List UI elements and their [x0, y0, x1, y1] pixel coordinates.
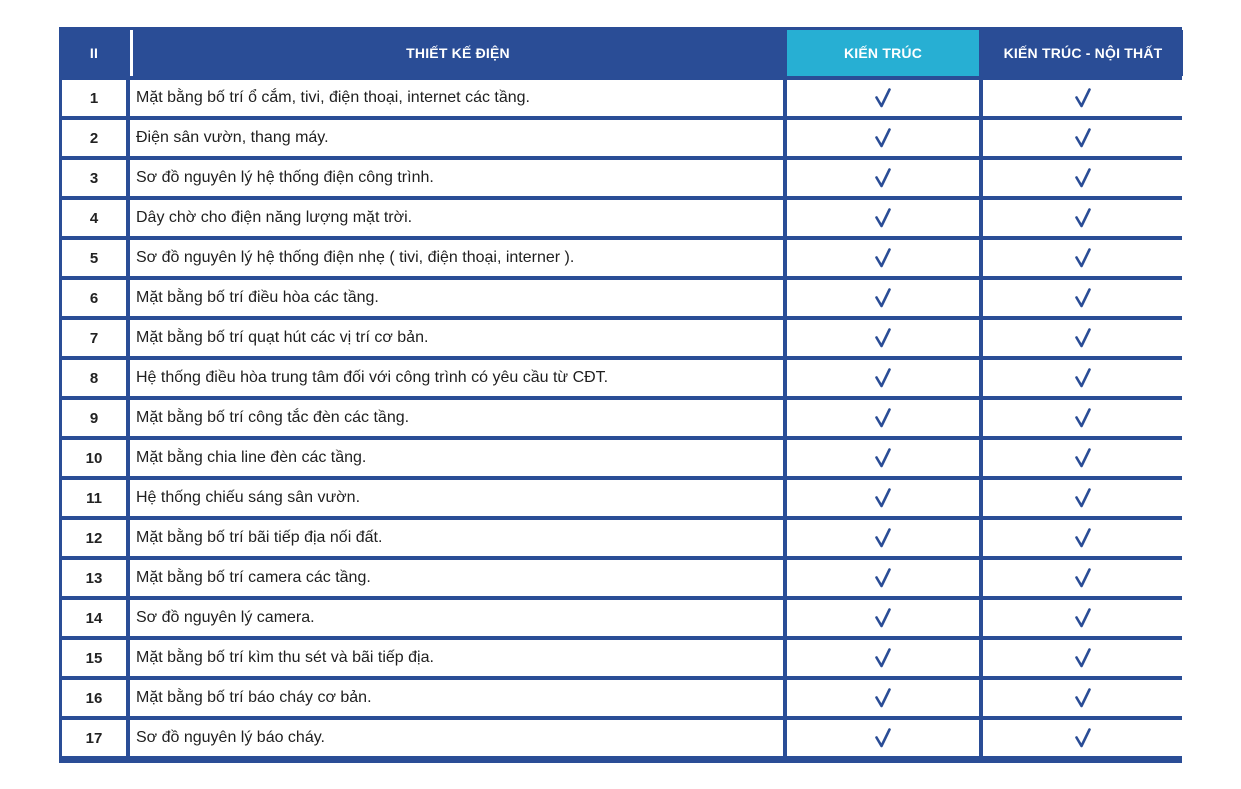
header-architecture-interior: KIẾN TRÚC - NỘI THẤT	[983, 30, 1183, 76]
architecture-check-cell	[787, 480, 979, 516]
checkmark-icon	[875, 128, 891, 148]
checkmark-icon	[875, 528, 891, 548]
architecture-check-cell	[787, 200, 979, 236]
interior-check-cell	[983, 520, 1183, 556]
interior-check-cell	[983, 480, 1183, 516]
interior-check-cell	[983, 80, 1183, 116]
architecture-check-cell	[787, 680, 979, 716]
interior-check-cell	[983, 600, 1183, 636]
row-number: 14	[62, 600, 126, 636]
row-description: Mặt bằng bố trí công tắc đèn các tầng.	[130, 400, 783, 436]
row-number: 6	[62, 280, 126, 316]
row-description: Sơ đồ nguyên lý camera.	[130, 600, 783, 636]
header-architecture: KIẾN TRÚC	[787, 30, 979, 76]
row-number: 8	[62, 360, 126, 396]
row-description: Hệ thống chiếu sáng sân vườn.	[130, 480, 783, 516]
checkmark-icon	[875, 288, 891, 308]
row-description: Dây chờ cho điện năng lượng mặt trời.	[130, 200, 783, 236]
row-number: 9	[62, 400, 126, 436]
checkmark-icon	[875, 648, 891, 668]
architecture-check-cell	[787, 280, 979, 316]
checkmark-icon	[1075, 448, 1091, 468]
checkmark-icon	[1075, 728, 1091, 748]
checkmark-icon	[875, 488, 891, 508]
checkmark-icon	[875, 248, 891, 268]
interior-check-cell	[983, 720, 1183, 756]
checkmark-icon	[1075, 328, 1091, 348]
checkmark-icon	[1075, 568, 1091, 588]
checkmark-icon	[1075, 368, 1091, 388]
row-number: 7	[62, 320, 126, 356]
architecture-check-cell	[787, 160, 979, 196]
checkmark-icon	[1075, 88, 1091, 108]
row-number: 3	[62, 160, 126, 196]
checkmark-icon	[875, 448, 891, 468]
interior-check-cell	[983, 560, 1183, 596]
row-number: 4	[62, 200, 126, 236]
interior-check-cell	[983, 400, 1183, 436]
checkmark-icon	[875, 688, 891, 708]
interior-check-cell	[983, 320, 1183, 356]
architecture-check-cell	[787, 520, 979, 556]
row-number: 16	[62, 680, 126, 716]
checkmark-icon	[1075, 168, 1091, 188]
checkmark-icon	[1075, 608, 1091, 628]
row-description: Mặt bằng chia line đèn các tầng.	[130, 440, 783, 476]
checkmark-icon	[875, 568, 891, 588]
row-number: 15	[62, 640, 126, 676]
architecture-check-cell	[787, 640, 979, 676]
checkmark-icon	[1075, 248, 1091, 268]
architecture-check-cell	[787, 240, 979, 276]
interior-check-cell	[983, 120, 1183, 156]
interior-check-cell	[983, 640, 1183, 676]
checkmark-icon	[875, 728, 891, 748]
checkmark-icon	[1075, 528, 1091, 548]
row-description: Mặt bằng bố trí báo cháy cơ bản.	[130, 680, 783, 716]
interior-check-cell	[983, 360, 1183, 396]
row-description: Điện sân vườn, thang máy.	[130, 120, 783, 156]
interior-check-cell	[983, 440, 1183, 476]
checkmark-icon	[1075, 648, 1091, 668]
row-description: Sơ đồ nguyên lý hệ thống điện nhẹ ( tivi, điện thoại, interner ).	[130, 240, 783, 276]
architecture-check-cell	[787, 120, 979, 156]
row-description: Sơ đồ nguyên lý báo cháy.	[130, 720, 783, 756]
interior-check-cell	[983, 240, 1183, 276]
interior-check-cell	[983, 680, 1183, 716]
row-description: Mặt bằng bố trí ổ cắm, tivi, điện thoại, internet các tầng.	[130, 80, 783, 116]
row-number: 2	[62, 120, 126, 156]
interior-check-cell	[983, 160, 1183, 196]
checkmark-icon	[875, 368, 891, 388]
checkmark-icon	[875, 408, 891, 428]
row-description: Mặt bằng bố trí camera các tầng.	[130, 560, 783, 596]
architecture-check-cell	[787, 600, 979, 636]
architecture-check-cell	[787, 440, 979, 476]
checkmark-icon	[875, 328, 891, 348]
checkmark-icon	[875, 88, 891, 108]
checkmark-icon	[1075, 208, 1091, 228]
header-index: II	[62, 30, 126, 76]
checkmark-icon	[1075, 408, 1091, 428]
row-description: Mặt bằng bố trí bãi tiếp địa nối đất.	[130, 520, 783, 556]
architecture-check-cell	[787, 320, 979, 356]
row-description: Mặt bằng bố trí kìm thu sét và bãi tiếp địa.	[130, 640, 783, 676]
checkmark-icon	[1075, 688, 1091, 708]
row-number: 12	[62, 520, 126, 556]
row-description: Sơ đồ nguyên lý hệ thống điện công trình.	[130, 160, 783, 196]
row-number: 1	[62, 80, 126, 116]
architecture-check-cell	[787, 400, 979, 436]
architecture-check-cell	[787, 80, 979, 116]
interior-check-cell	[983, 280, 1183, 316]
checkmark-icon	[1075, 128, 1091, 148]
checkmark-icon	[1075, 288, 1091, 308]
checkmark-icon	[875, 168, 891, 188]
row-number: 5	[62, 240, 126, 276]
row-number: 11	[62, 480, 126, 516]
row-description: Mặt bằng bố trí điều hòa các tầng.	[130, 280, 783, 316]
architecture-check-cell	[787, 560, 979, 596]
row-number: 17	[62, 720, 126, 756]
row-number: 10	[62, 440, 126, 476]
row-number: 13	[62, 560, 126, 596]
row-description: Hệ thống điều hòa trung tâm đối với công trình có yêu cầu từ CĐT.	[130, 360, 783, 396]
architecture-check-cell	[787, 720, 979, 756]
architecture-check-cell	[787, 360, 979, 396]
table-grid	[62, 30, 1179, 756]
design-table	[59, 27, 1182, 763]
checkmark-icon	[875, 608, 891, 628]
row-description: Mặt bằng bố trí quạt hút các vị trí cơ bản.	[130, 320, 783, 356]
checkmark-icon	[875, 208, 891, 228]
interior-check-cell	[983, 200, 1183, 236]
checkmark-icon	[1075, 488, 1091, 508]
header-title: THIẾT KẾ ĐIỆN	[130, 30, 783, 76]
